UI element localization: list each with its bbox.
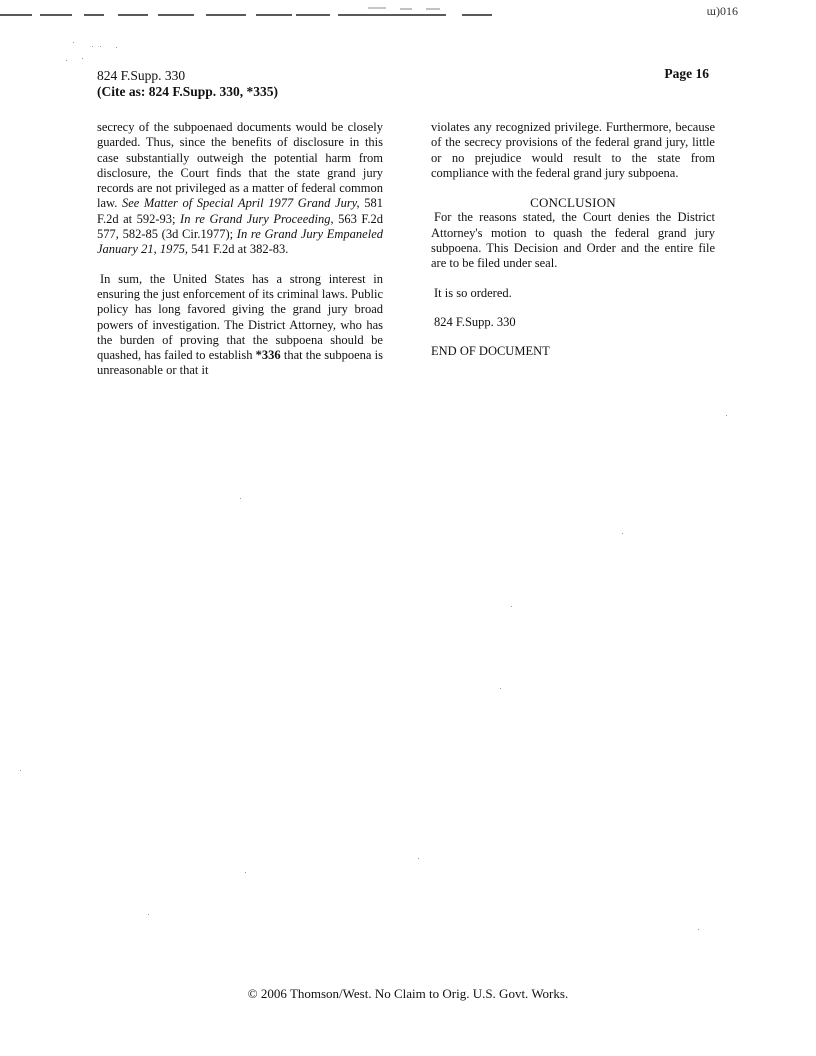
scan-speck <box>245 872 246 873</box>
paragraph-text: 541 F.2d at 382-83. <box>187 242 289 257</box>
paragraph-text: secrecy of the subpoenaed documents would be closely guarded. Thus, since the benefits of disclosure in this case substantially outweigh the potential harm from disclosure, the Court finds that the state grand jury records are not privileged as a matter of federal common law. <box>97 120 383 211</box>
scan-speck <box>240 498 241 499</box>
copyright-footer: © 2006 Thomson/West. No Claim to Orig. U.S. Govt. Works. <box>247 986 569 1001</box>
scan-speck <box>73 42 74 43</box>
right-column <box>431 120 715 374</box>
scan-speck <box>100 46 101 47</box>
scan-speck <box>500 688 501 689</box>
cite-as-line: (Cite as: 824 F.Supp. 330, *335) <box>97 84 279 99</box>
star-page-marker: *336 <box>255 348 281 363</box>
paragraph-text: In sum, the United States has a strong interest in ensuring the just enforcement of its criminal laws. Public policy has long favored giving the grand jury broad powers of investigation. The District Attorney, who has the burden of proving that the subpoena should be quashed, has failed to establish <box>97 271 383 363</box>
document-citation: 824 F.Supp. 330 <box>434 314 516 329</box>
reporter-citation: 824 F.Supp. 330 <box>97 68 186 83</box>
scan-speck <box>148 914 149 915</box>
scan-speck <box>20 770 21 771</box>
scan-speck <box>116 47 117 48</box>
paragraph-text: that the subpoena is unreasonable or that it <box>97 348 383 378</box>
paragraph-text: 563 F.2d 577, 582-85 (3d Cir.1977); <box>97 211 383 242</box>
paragraph-text: 581 F.2d at 592-93; <box>97 196 384 226</box>
paragraph-conclusion: For the reasons stated, the Court denies the District Attorney's motion to quash the federal grand jury subpoena. This Decision and Order and the entire file are to be filed under seal. <box>431 210 715 271</box>
scan-speck <box>82 58 83 59</box>
page-number: Page 16 <box>664 66 709 81</box>
scan-speck <box>418 858 419 859</box>
case-citation: In re Grand Jury Proceeding, <box>180 211 334 226</box>
left-column <box>97 120 383 393</box>
scan-speck <box>511 606 512 607</box>
scan-speck <box>66 60 67 61</box>
paragraph-privilege-conclusion: violates any recognized privilege. Furthermore, because of the secrecy provisions of the federal grand jury, little or no prejudice would result to the state from compliance with the federal grand jury subpoena. <box>431 120 715 180</box>
scan-speck <box>698 929 699 930</box>
paragraph-in-sum <box>97 272 383 379</box>
fax-page-mark: ɯ)016 <box>706 4 738 18</box>
so-ordered-line: It is so ordered. <box>434 285 512 300</box>
case-citation: In re Grand Jury Empaneled January 21, 1975, <box>97 227 383 257</box>
paragraph-privilege-analysis <box>97 120 383 258</box>
citation-header <box>97 68 278 100</box>
fax-header-artifact <box>0 0 816 28</box>
section-heading-conclusion: CONCLUSION <box>530 195 616 211</box>
end-of-document: END OF DOCUMENT <box>431 344 550 359</box>
scan-speck <box>92 46 93 47</box>
case-citation: See Matter of Special April 1977 Grand Jury, <box>121 196 360 211</box>
scan-speck <box>622 533 623 534</box>
scan-speck <box>726 415 727 416</box>
